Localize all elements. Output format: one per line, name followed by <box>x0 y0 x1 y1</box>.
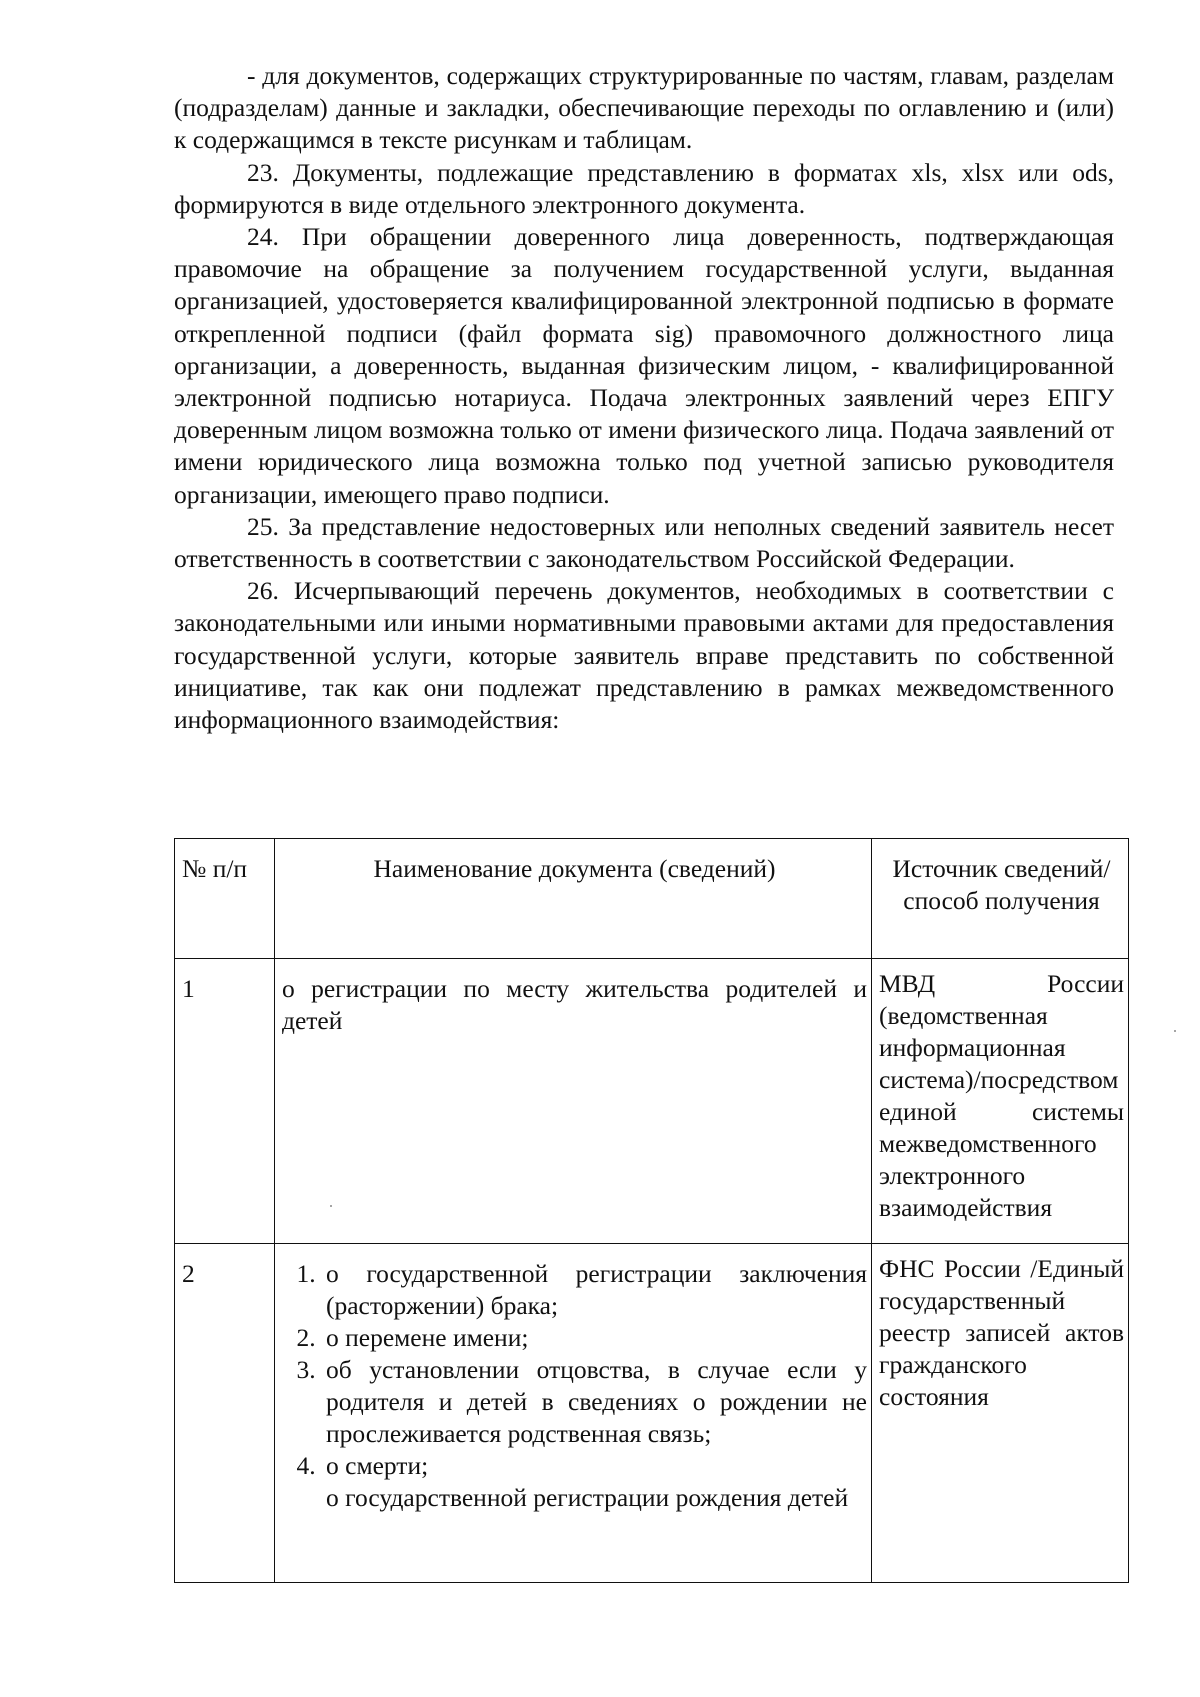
row-document-name: о регистрации по месту жительства родителей и детей <box>275 959 872 1244</box>
documents-table <box>174 838 1129 1583</box>
row-document-name <box>275 1244 872 1583</box>
paragraph-23: 23. Документы, подлежащие представлению в форматах xls, xlsx или ods, формируются в виде отдельного электронного документа. <box>174 157 1114 219</box>
row-number: 1 <box>175 959 275 1244</box>
header-source: Источник сведений/способ получения <box>872 839 1129 959</box>
scan-speck <box>330 1205 332 1207</box>
document-body <box>174 60 1114 736</box>
paragraph-24: 24. При обращении доверенного лица доверенность, подтверждающая правомочие на обращение за получением государственной услуги, выданная организацией, удостоверяется квалифицированной электронной подписью в формате открепленной подписи (файл формата sig) правомочного должностного лица организации, а доверенность, выданная физическим лицом, - квалифицированной электронной подписью нотариуса. Подача электронных заявлений через ЕПГУ доверенным лицом возможна только от имени физического лица. Подача заявлений от имени юридического лица возможна только под учетной записью руководителя организации, имеющего право подписи. <box>174 222 1114 509</box>
list-item-unnumbered: о государственной регистрации рождения детей <box>326 1483 849 1512</box>
row-number: 2 <box>175 1244 275 1583</box>
document-list <box>282 1258 867 1482</box>
list-item: 4. о смерти; <box>322 1450 867 1482</box>
list-item: 1. о государственной регистрации заключения (расторжении) брака; <box>322 1258 867 1322</box>
paragraph-26: 26. Исчерпывающий перечень документов, необходимых в соответствии с законодательными или иными нормативными правовыми актами для предоставления государственной услуги, которые заявитель вправе представить по собственной инициативе, так как они подлежат представлению в рамках межведомственного информационного взаимодействия: <box>174 576 1114 735</box>
scan-speck <box>1174 1030 1176 1032</box>
paragraph-25: 25. За представление недостоверных или неполных сведений заявитель несет ответственность в соответствии с законодательством Российской Федерации. <box>174 511 1114 574</box>
table-header-row <box>175 839 1129 959</box>
header-number: № п/п <box>175 839 275 959</box>
row-source: ФНС России /Единый государственный реестр записей актов гражданского состояния <box>872 1244 1129 1583</box>
header-document-name: Наименование документа (сведений) <box>275 839 872 959</box>
table-row <box>175 1244 1129 1583</box>
row-source: МВД России (ведомственная информационная система)/посредством единой системы межведомственного электронного взаимодействия <box>872 959 1129 1244</box>
list-item: 2. о перемене имени; <box>322 1322 867 1354</box>
table-row <box>175 959 1129 1244</box>
list-item: 3. об установлении отцовства, в случае если у родителя и детей в сведениях о рождении не прослеживается родственная связь; <box>322 1354 867 1450</box>
paragraph-bullet-structured-docs: - для документов, содержащих структурированные по частям, главам, разделам (подразделам) данные и закладки, обеспечивающие переходы по оглавлению и (или) к содержащимся в тексте рисункам и таблицам. <box>174 61 1114 155</box>
